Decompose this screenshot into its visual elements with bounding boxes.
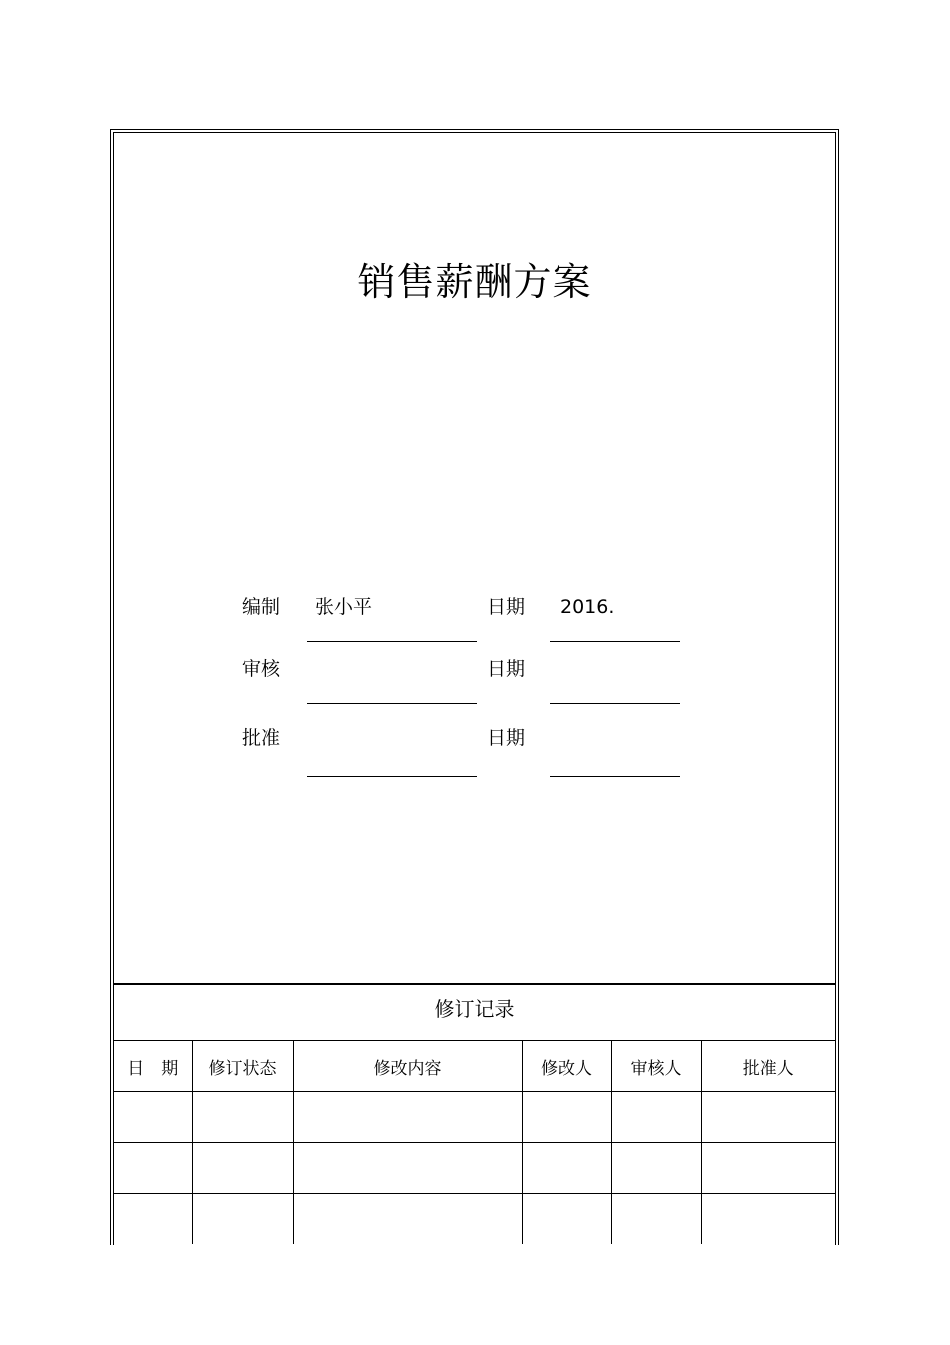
- table-row: [114, 1143, 835, 1194]
- prepared-date-underline: [550, 641, 680, 642]
- table-cell: [192, 1194, 293, 1245]
- reviewed-date-label: 日期: [487, 658, 526, 680]
- document-frame: [110, 129, 839, 1245]
- approved-by-underline: [307, 776, 477, 777]
- table-cell: [701, 1143, 835, 1194]
- header-revision-status: 修订状态: [192, 1041, 293, 1092]
- revision-record: [114, 985, 835, 1245]
- table-cell: [701, 1092, 835, 1143]
- prepared-by-name: 张小平: [315, 596, 373, 618]
- table-cell: [611, 1092, 701, 1143]
- prepared-date-label: 日期: [487, 596, 526, 618]
- revision-record-title: 修订记录: [114, 985, 835, 1041]
- header-reviewer: 审核人: [611, 1041, 701, 1092]
- header-modifier: 修改人: [522, 1041, 611, 1092]
- table-cell: [293, 1194, 522, 1245]
- table-cell: [114, 1092, 192, 1143]
- reviewed-by-underline: [307, 703, 477, 704]
- table-cell: [522, 1092, 611, 1143]
- approved-date-underline: [550, 776, 680, 777]
- table-row: [114, 1194, 835, 1245]
- reviewed-date-underline: [550, 703, 680, 704]
- revision-table: [114, 1041, 835, 1244]
- reviewed-by-label: 审核: [242, 658, 281, 680]
- revision-header-row: [114, 1041, 835, 1092]
- table-cell: [192, 1143, 293, 1194]
- table-cell: [611, 1194, 701, 1245]
- table-cell: [611, 1143, 701, 1194]
- prepared-date-value: 2016.: [560, 596, 615, 618]
- document-title: 销售薪酬方案: [357, 260, 592, 304]
- table-cell: [522, 1143, 611, 1194]
- prepared-by-underline: [307, 641, 477, 642]
- prepared-by-label: 编制: [242, 596, 281, 618]
- header-date: 日 期: [114, 1041, 192, 1092]
- header-approver: 批准人: [701, 1041, 835, 1092]
- approved-by-label: 批准: [242, 727, 281, 749]
- header-change-content: 修改内容: [293, 1041, 522, 1092]
- table-cell: [114, 1143, 192, 1194]
- document-frame-inner: [113, 132, 836, 1245]
- approved-date-label: 日期: [487, 727, 526, 749]
- table-cell: [293, 1143, 522, 1194]
- table-cell: [114, 1194, 192, 1245]
- table-cell: [192, 1092, 293, 1143]
- table-row: [114, 1092, 835, 1143]
- table-cell: [701, 1194, 835, 1245]
- table-cell: [522, 1194, 611, 1245]
- table-cell: [293, 1092, 522, 1143]
